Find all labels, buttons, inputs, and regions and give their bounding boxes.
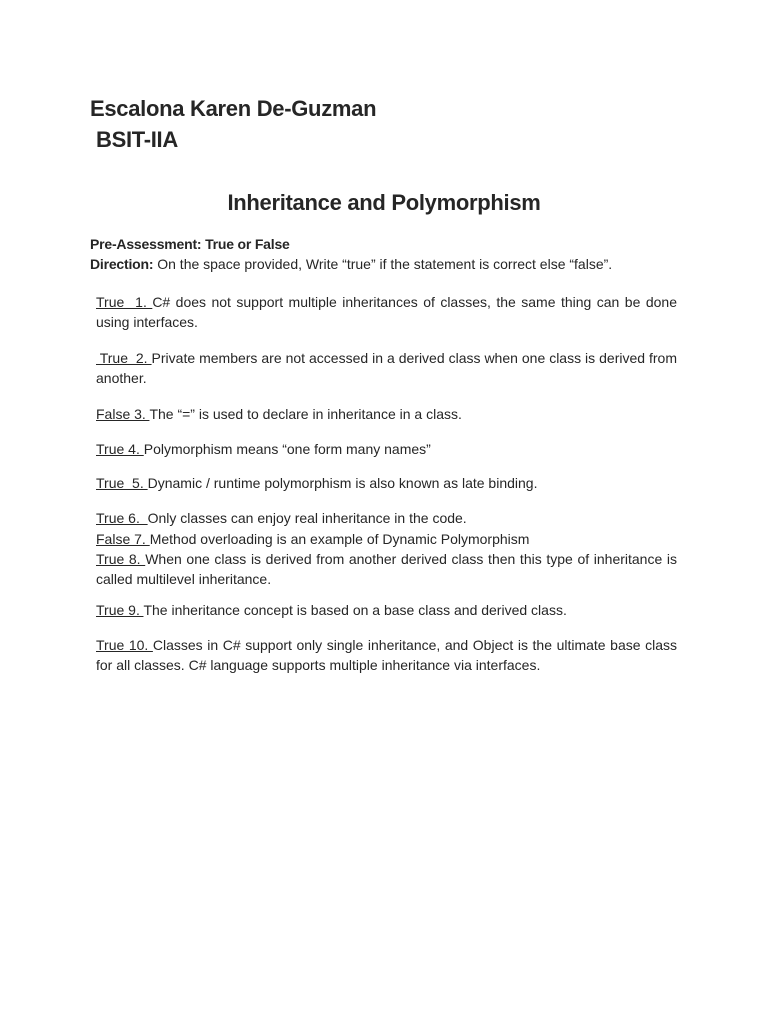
statement-text: C# does not support multiple inheritances of classes, the same thing can be done using interfaces. [96, 294, 677, 330]
answer-label: False 3. [96, 406, 150, 422]
question-item [96, 348, 677, 388]
question-item [96, 529, 677, 549]
answer-label: True 8. [96, 551, 146, 567]
pre-assessment-heading: Pre-Assessment: True or False [90, 236, 290, 252]
answer-label: True 6. [96, 510, 148, 526]
direction-line [90, 256, 612, 272]
statement-text: Method overloading is an example of Dynamic Polymorphism [149, 531, 530, 547]
statement-text: Private members are not accessed in a derived class when one class is derived from another. [96, 350, 678, 386]
answer-label: True 10. [96, 637, 153, 653]
direction-text: On the space provided, Write “true” if the statement is correct else “false”. [153, 256, 613, 272]
answer-label: True 4. [96, 441, 144, 457]
question-item [96, 404, 677, 424]
statement-text: Dynamic / runtime polymorphism is also known as late binding. [147, 475, 538, 491]
question-item [96, 635, 677, 675]
question-item [96, 600, 677, 620]
author-section: BSIT-IIA [96, 127, 178, 152]
direction-label: Direction: [90, 256, 154, 272]
statement-text: When one class is derived from another derived class then this type of inheritance is called multilevel inheritance. [96, 551, 677, 587]
question-item [96, 439, 677, 459]
answer-label: True 2. [96, 350, 152, 366]
statement-text: Only classes can enjoy real inheritance in the code. [147, 510, 467, 526]
statement-text: The “=” is used to declare in inheritance in a class. [149, 406, 462, 422]
answer-label: False 7. [96, 531, 150, 547]
statement-text: The inheritance concept is based on a base class and derived class. [143, 602, 567, 618]
answer-label: True 5. [96, 475, 148, 491]
question-item [96, 508, 677, 528]
document-title: Inheritance and Polymorphism [227, 190, 541, 215]
statement-text: Classes in C# support only single inheritance, and Object is the ultimate base class for all classes. C# language supports multiple inheritance via interfaces. [96, 637, 677, 673]
answer-label: True 1. [96, 294, 153, 310]
question-item [96, 549, 677, 589]
question-item [96, 292, 677, 332]
answer-label: True 9. [96, 602, 144, 618]
statement-text: Polymorphism means “one form many names” [143, 441, 431, 457]
author-name: Escalona Karen De-Guzman [90, 96, 377, 121]
question-item [96, 473, 677, 493]
